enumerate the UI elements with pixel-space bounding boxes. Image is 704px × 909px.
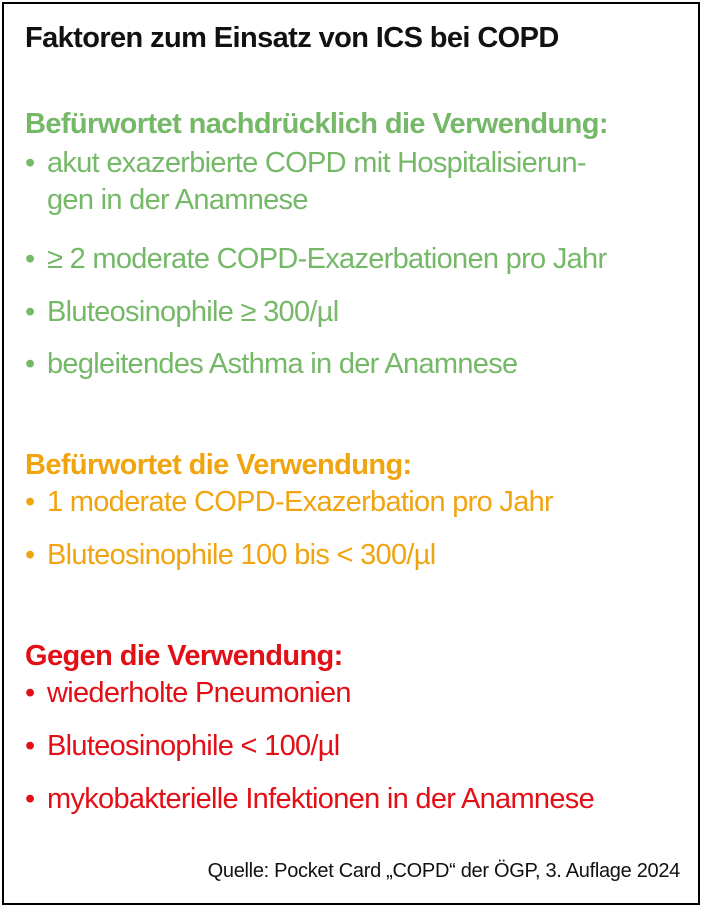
section-heading-favors: Befürwortet die Verwendung: xyxy=(25,449,412,481)
list-item xyxy=(25,730,340,763)
list-item-text: ≥ 2 moderate COPD-Exazerbationen pro Jahr xyxy=(47,243,607,275)
list-item xyxy=(25,296,339,329)
source-citation: Quelle: Pocket Card „COPD“ der ÖGP, 3. Auflage 2024 xyxy=(207,860,680,882)
list-item-text: 1 moderate COPD-Exazerbation pro Jahr xyxy=(47,486,554,518)
list-item-text: wiederholte Pneumonien xyxy=(47,677,351,709)
list-item xyxy=(25,243,606,276)
section-heading-strongly-favors: Befürwortet nachdrücklich die Verwendung: xyxy=(25,108,608,140)
bullet-icon: • xyxy=(25,348,35,380)
bullet-icon: • xyxy=(25,486,35,518)
list-item xyxy=(25,783,594,816)
list-item-text-continued: gen in der Anamnese xyxy=(47,184,308,216)
bullet-icon: • xyxy=(25,730,35,762)
list-item xyxy=(25,348,517,381)
list-item-text: Bluteosinophile < 100/µl xyxy=(47,730,340,762)
list-item-text: Bluteosinophile 100 bis < 300/µl xyxy=(47,539,436,571)
bullet-icon: • xyxy=(25,296,35,328)
bullet-icon: • xyxy=(25,243,35,275)
list-item xyxy=(25,677,351,710)
bullet-icon: • xyxy=(25,677,35,709)
card-title: Faktoren zum Einsatz von ICS bei COPD xyxy=(25,22,559,54)
bullet-icon: • xyxy=(25,539,35,571)
list-item-text: akut exazerbierte COPD mit Hospitalisierun- xyxy=(47,147,586,179)
list-item xyxy=(25,147,586,217)
bullet-icon: • xyxy=(25,147,35,179)
list-item-text: begleitendes Asthma in der Anamnese xyxy=(47,348,518,380)
list-item xyxy=(25,486,553,519)
list-item-text: mykobakterielle Infektionen in der Anamnese xyxy=(47,783,595,815)
section-heading-against: Gegen die Verwendung: xyxy=(25,640,343,672)
list-item xyxy=(25,539,436,572)
bullet-icon: • xyxy=(25,783,35,815)
list-item-text: Bluteosinophile ≥ 300/µl xyxy=(47,296,339,328)
